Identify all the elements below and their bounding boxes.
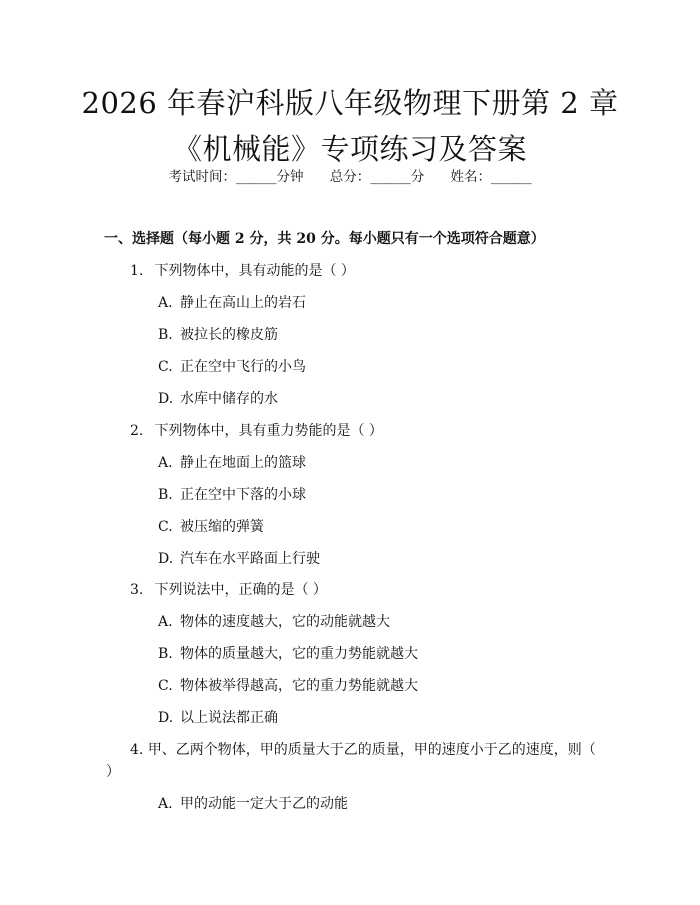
page-title: 2026 年春沪科版八年级物理下册第 2 章《机械能》专项练习及答案 xyxy=(81,86,619,166)
option-text: 被拉长的橡皮筋 xyxy=(180,327,278,343)
option-1b xyxy=(158,325,278,345)
question-text: 下列物体中，具有动能的是（ ） xyxy=(154,263,355,279)
question-4 xyxy=(106,739,606,783)
option-text: 被压缩的弹簧 xyxy=(180,519,264,535)
option-3c xyxy=(158,676,418,696)
question-text: 下列说法中，正确的是（ ） xyxy=(154,582,327,598)
option-4a xyxy=(158,794,348,814)
student-name-field: 姓名：______ xyxy=(450,169,532,185)
option-letter: A. xyxy=(158,614,173,630)
option-text: 正在空中飞行的小鸟 xyxy=(180,359,306,375)
section-heading: 一、选择题（每小题 2 分，共 20 分。每小题只有一个选项符合题意） xyxy=(104,231,545,247)
option-letter: D. xyxy=(158,551,174,567)
total-score-field: 总分：______分 xyxy=(329,169,425,185)
option-letter: A. xyxy=(158,455,173,471)
option-2a xyxy=(158,453,306,473)
option-letter: B. xyxy=(158,487,173,503)
option-letter: D. xyxy=(158,391,174,407)
question-number: 2. xyxy=(130,423,144,439)
question-2 xyxy=(130,421,383,441)
option-1d xyxy=(158,389,278,409)
question-3 xyxy=(130,580,327,600)
option-text: 静止在高山上的岩石 xyxy=(180,295,306,311)
question-text: 甲、乙两个物体，甲的质量大于乙的质量，甲的速度小于乙的速度，则（ ） xyxy=(106,742,596,780)
exam-info-line xyxy=(0,167,700,187)
option-1c xyxy=(158,357,306,377)
option-letter: A. xyxy=(158,295,173,311)
option-3d xyxy=(158,708,278,728)
option-1a xyxy=(158,293,306,313)
option-text: 汽车在水平路面上行驶 xyxy=(180,551,320,567)
question-1 xyxy=(130,261,355,281)
option-text: 以上说法都正确 xyxy=(180,710,278,726)
option-letter: A. xyxy=(158,796,173,812)
option-letter: C. xyxy=(158,678,173,694)
option-2d xyxy=(158,549,320,569)
question-number: 3. xyxy=(130,582,144,598)
option-3a xyxy=(158,612,390,632)
question-number: 1. xyxy=(130,263,144,279)
option-text: 静止在地面上的篮球 xyxy=(180,455,306,471)
option-text: 物体的速度越大，它的动能就越大 xyxy=(180,614,390,630)
option-letter: D. xyxy=(158,710,174,726)
option-letter: C. xyxy=(158,359,173,375)
option-2c xyxy=(158,517,264,537)
question-text: 下列物体中，具有重力势能的是（ ） xyxy=(154,423,383,439)
option-text: 正在空中下落的小球 xyxy=(180,487,306,503)
option-2b xyxy=(158,485,306,505)
option-text: 物体的质量越大，它的重力势能就越大 xyxy=(180,646,418,662)
option-letter: B. xyxy=(158,327,173,343)
option-3b xyxy=(158,644,418,664)
option-text: 甲的动能一定大于乙的动能 xyxy=(180,796,348,812)
exam-time-field: 考试时间：______分钟 xyxy=(168,169,304,185)
option-letter: B. xyxy=(158,646,173,662)
option-text: 水库中储存的水 xyxy=(180,391,278,407)
option-letter: C. xyxy=(158,519,173,535)
option-text: 物体被举得越高，它的重力势能就越大 xyxy=(180,678,418,694)
question-number: 4. xyxy=(130,742,144,758)
